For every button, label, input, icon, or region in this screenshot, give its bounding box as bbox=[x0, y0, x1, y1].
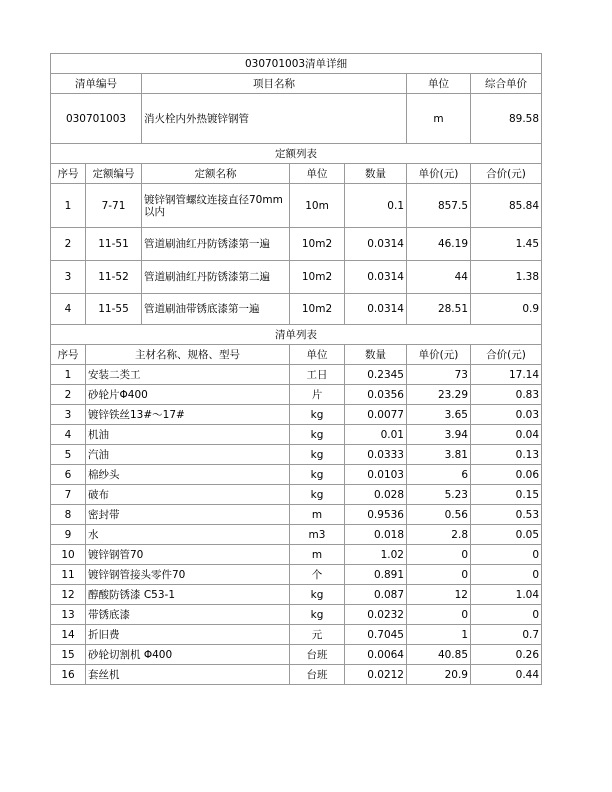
quota-row bbox=[51, 228, 542, 261]
material-cell: 个 bbox=[290, 565, 345, 585]
quota-cell: 镀锌钢管螺纹连接直径70mm以内 bbox=[142, 184, 290, 228]
material-cell: 0 bbox=[471, 545, 542, 565]
material-cell: 0.01 bbox=[345, 425, 407, 445]
materials-header-row bbox=[51, 345, 542, 365]
quota-col-header: 合价(元) bbox=[471, 164, 542, 184]
material-cell: 水 bbox=[86, 525, 290, 545]
material-cell: 20.9 bbox=[407, 665, 471, 685]
quota-cell: 11-51 bbox=[86, 228, 142, 261]
material-row bbox=[51, 625, 542, 645]
material-cell: 1 bbox=[407, 625, 471, 645]
material-cell: 1.04 bbox=[471, 585, 542, 605]
material-cell: 16 bbox=[51, 665, 86, 685]
quota-cell: 0.1 bbox=[345, 184, 407, 228]
material-row bbox=[51, 665, 542, 685]
quota-cell: 7-71 bbox=[86, 184, 142, 228]
quota-row bbox=[51, 294, 542, 325]
quota-cell: 10m2 bbox=[290, 228, 345, 261]
quota-cell: 10m bbox=[290, 184, 345, 228]
quota-header-row bbox=[51, 164, 542, 184]
material-cell: 片 bbox=[290, 385, 345, 405]
quota-col-header: 单位 bbox=[290, 164, 345, 184]
quota-cell: 1.38 bbox=[471, 261, 542, 294]
material-cell: 0.0103 bbox=[345, 465, 407, 485]
quota-cell: 10m2 bbox=[290, 294, 345, 325]
material-cell: kg bbox=[290, 425, 345, 445]
material-cell: 工日 bbox=[290, 365, 345, 385]
material-cell: 台班 bbox=[290, 665, 345, 685]
quota-cell: 46.19 bbox=[407, 228, 471, 261]
material-cell: 0.26 bbox=[471, 645, 542, 665]
material-cell: 破布 bbox=[86, 485, 290, 505]
materials-col-header: 主材名称、规格、型号 bbox=[86, 345, 290, 365]
material-cell: 4 bbox=[51, 425, 86, 445]
materials-col-header: 数量 bbox=[345, 345, 407, 365]
quota-cell: 85.84 bbox=[471, 184, 542, 228]
material-row bbox=[51, 545, 542, 565]
materials-col-header: 合价(元) bbox=[471, 345, 542, 365]
material-cell: 0.15 bbox=[471, 485, 542, 505]
material-cell: 棉纱头 bbox=[86, 465, 290, 485]
material-cell: kg bbox=[290, 605, 345, 625]
material-cell: 镀锌钢管70 bbox=[86, 545, 290, 565]
material-row bbox=[51, 485, 542, 505]
header-code: 清单编号 bbox=[51, 74, 142, 94]
quota-cell: 857.5 bbox=[407, 184, 471, 228]
material-cell: 套丝机 bbox=[86, 665, 290, 685]
quota-cell: 11-55 bbox=[86, 294, 142, 325]
material-cell: 镀锌铁丝13#～17# bbox=[86, 405, 290, 425]
material-cell: 0.0064 bbox=[345, 645, 407, 665]
material-cell: 23.29 bbox=[407, 385, 471, 405]
material-row bbox=[51, 465, 542, 485]
material-row bbox=[51, 405, 542, 425]
material-cell: 0.0333 bbox=[345, 445, 407, 465]
material-row bbox=[51, 605, 542, 625]
material-cell: 0.0356 bbox=[345, 385, 407, 405]
material-cell: 0 bbox=[407, 545, 471, 565]
material-cell: 台班 bbox=[290, 645, 345, 665]
material-cell: 0 bbox=[407, 565, 471, 585]
material-cell: m3 bbox=[290, 525, 345, 545]
material-cell: 3.94 bbox=[407, 425, 471, 445]
material-cell: kg bbox=[290, 485, 345, 505]
material-cell: 0.05 bbox=[471, 525, 542, 545]
quota-col-header: 定额名称 bbox=[142, 164, 290, 184]
material-cell: 6 bbox=[407, 465, 471, 485]
material-row bbox=[51, 505, 542, 525]
quota-cell: 28.51 bbox=[407, 294, 471, 325]
material-cell: 0.028 bbox=[345, 485, 407, 505]
material-cell: 砂轮切割机 Φ400 bbox=[86, 645, 290, 665]
header-price: 综合单价 bbox=[471, 74, 542, 94]
material-cell: 0 bbox=[471, 565, 542, 585]
material-cell: kg bbox=[290, 585, 345, 605]
material-cell: 0.0077 bbox=[345, 405, 407, 425]
quota-cell: 管道刷油带锈底漆第一遍 bbox=[142, 294, 290, 325]
quota-row bbox=[51, 261, 542, 294]
quota-cell: 0.9 bbox=[471, 294, 542, 325]
material-row bbox=[51, 385, 542, 405]
materials-section-title: 清单列表 bbox=[51, 325, 542, 345]
material-cell: 0.53 bbox=[471, 505, 542, 525]
material-cell: 0.0232 bbox=[345, 605, 407, 625]
quota-col-header: 定额编号 bbox=[86, 164, 142, 184]
material-cell: 0.7 bbox=[471, 625, 542, 645]
material-cell: 元 bbox=[290, 625, 345, 645]
material-cell: m bbox=[290, 545, 345, 565]
quota-cell: 3 bbox=[51, 261, 86, 294]
quota-cell: 4 bbox=[51, 294, 86, 325]
material-cell: 0.891 bbox=[345, 565, 407, 585]
material-cell: 12 bbox=[51, 585, 86, 605]
material-cell: 9 bbox=[51, 525, 86, 545]
material-cell: 砂轮片Φ400 bbox=[86, 385, 290, 405]
material-cell: kg bbox=[290, 405, 345, 425]
quota-col-header: 数量 bbox=[345, 164, 407, 184]
material-cell: 2.8 bbox=[407, 525, 471, 545]
material-cell: 10 bbox=[51, 545, 86, 565]
item-unit: m bbox=[407, 94, 471, 144]
materials-col-header: 序号 bbox=[51, 345, 86, 365]
material-cell: 0.06 bbox=[471, 465, 542, 485]
material-cell: 14 bbox=[51, 625, 86, 645]
header-name: 项目名称 bbox=[142, 74, 407, 94]
material-row bbox=[51, 645, 542, 665]
material-cell: 11 bbox=[51, 565, 86, 585]
table-title: 030701003清单详细 bbox=[51, 54, 542, 74]
material-cell: 5 bbox=[51, 445, 86, 465]
item-price: 89.58 bbox=[471, 94, 542, 144]
materials-col-header: 单位 bbox=[290, 345, 345, 365]
materials-col-header: 单价(元) bbox=[407, 345, 471, 365]
material-row bbox=[51, 445, 542, 465]
material-cell: 折旧费 bbox=[86, 625, 290, 645]
quota-cell: 1.45 bbox=[471, 228, 542, 261]
material-cell: 安装二类工 bbox=[86, 365, 290, 385]
material-cell: 1 bbox=[51, 365, 86, 385]
material-cell: 0.7045 bbox=[345, 625, 407, 645]
material-cell: 3.81 bbox=[407, 445, 471, 465]
quota-col-header: 序号 bbox=[51, 164, 86, 184]
material-cell: 15 bbox=[51, 645, 86, 665]
quota-cell: 0.0314 bbox=[345, 228, 407, 261]
material-cell: 0.9536 bbox=[345, 505, 407, 525]
detail-table bbox=[50, 53, 542, 685]
material-cell: 机油 bbox=[86, 425, 290, 445]
material-cell: 0.087 bbox=[345, 585, 407, 605]
material-cell: 12 bbox=[407, 585, 471, 605]
material-cell: 0.018 bbox=[345, 525, 407, 545]
material-cell: 带锈底漆 bbox=[86, 605, 290, 625]
material-cell: 0.2345 bbox=[345, 365, 407, 385]
material-row bbox=[51, 365, 542, 385]
material-cell: 0.83 bbox=[471, 385, 542, 405]
material-cell: 0.13 bbox=[471, 445, 542, 465]
material-cell: 0.56 bbox=[407, 505, 471, 525]
material-cell: 3.65 bbox=[407, 405, 471, 425]
material-cell: 8 bbox=[51, 505, 86, 525]
quota-cell: 11-52 bbox=[86, 261, 142, 294]
quota-cell: 0.0314 bbox=[345, 294, 407, 325]
material-cell: 汽油 bbox=[86, 445, 290, 465]
material-cell: 1.02 bbox=[345, 545, 407, 565]
material-row bbox=[51, 525, 542, 545]
quota-cell: 管道刷油红丹防锈漆第二遍 bbox=[142, 261, 290, 294]
material-cell: 0 bbox=[407, 605, 471, 625]
quota-cell: 0.0314 bbox=[345, 261, 407, 294]
material-row bbox=[51, 425, 542, 445]
quota-col-header: 单价(元) bbox=[407, 164, 471, 184]
material-cell: 0 bbox=[471, 605, 542, 625]
material-cell: 6 bbox=[51, 465, 86, 485]
quota-section-title: 定额列表 bbox=[51, 144, 542, 164]
material-cell: 镀锌钢管接头零件70 bbox=[86, 565, 290, 585]
material-cell: 13 bbox=[51, 605, 86, 625]
quota-cell: 2 bbox=[51, 228, 86, 261]
material-cell: 0.03 bbox=[471, 405, 542, 425]
material-cell: 17.14 bbox=[471, 365, 542, 385]
material-cell: 0.04 bbox=[471, 425, 542, 445]
material-cell: 5.23 bbox=[407, 485, 471, 505]
material-cell: 40.85 bbox=[407, 645, 471, 665]
material-row bbox=[51, 585, 542, 605]
material-cell: 0.44 bbox=[471, 665, 542, 685]
item-code: 030701003 bbox=[51, 94, 142, 144]
material-cell: 73 bbox=[407, 365, 471, 385]
quota-row bbox=[51, 184, 542, 228]
header-unit: 单位 bbox=[407, 74, 471, 94]
material-cell: 密封带 bbox=[86, 505, 290, 525]
quota-cell: 44 bbox=[407, 261, 471, 294]
material-cell: kg bbox=[290, 445, 345, 465]
quota-cell: 1 bbox=[51, 184, 86, 228]
item-name: 消火栓内外热镀锌钢管 bbox=[142, 94, 407, 144]
material-cell: 2 bbox=[51, 385, 86, 405]
material-row bbox=[51, 565, 542, 585]
material-cell: 7 bbox=[51, 485, 86, 505]
quota-cell: 10m2 bbox=[290, 261, 345, 294]
material-cell: kg bbox=[290, 465, 345, 485]
material-cell: 3 bbox=[51, 405, 86, 425]
material-cell: 醇酸防锈漆 C53-1 bbox=[86, 585, 290, 605]
quota-cell: 管道刷油红丹防锈漆第一遍 bbox=[142, 228, 290, 261]
material-cell: m bbox=[290, 505, 345, 525]
material-cell: 0.0212 bbox=[345, 665, 407, 685]
